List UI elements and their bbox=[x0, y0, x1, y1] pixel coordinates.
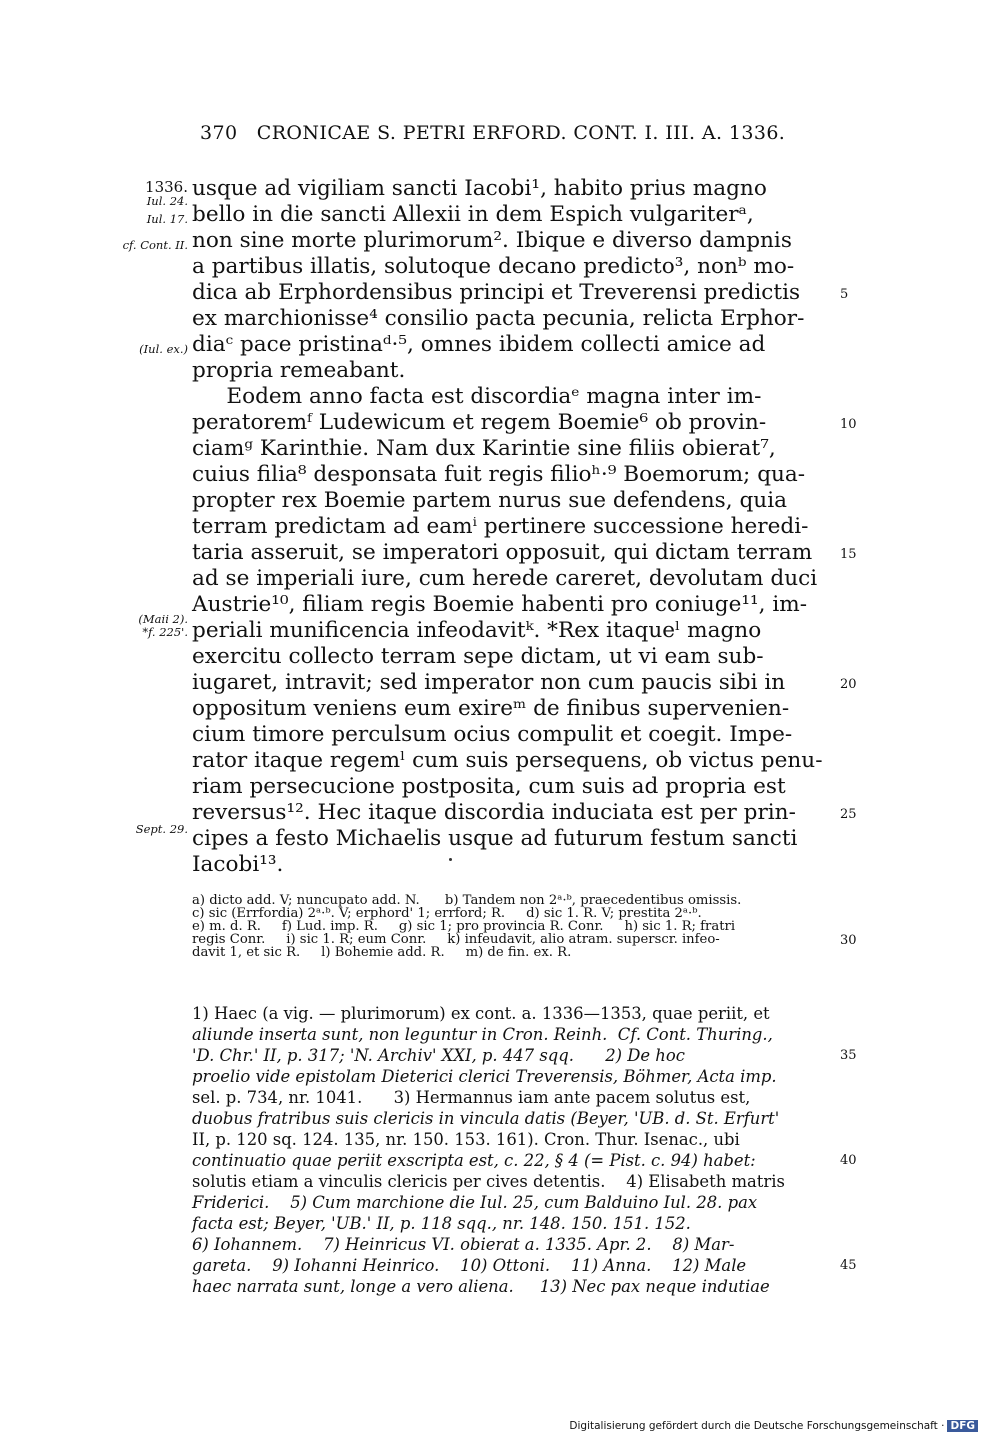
text-line: ex marchionisse⁴ consilio pacta pecunia, relicta Erphor- bbox=[192, 306, 805, 331]
digitization-credit bbox=[569, 1420, 978, 1432]
line-number: 5 bbox=[840, 287, 849, 302]
text-line: usque ad vigiliam sancti Iacobi¹, habito prius magno bbox=[192, 176, 767, 201]
apparatus-line: a) dicto add. V; nuncupato add. N. b) Tandem non 2ᵃ·ᵇ, praecedentibus omissis. bbox=[192, 893, 742, 908]
line-number: 10 bbox=[840, 417, 857, 432]
text-line: iugaret, intravit; sed imperator non cum paucis sibi in bbox=[192, 670, 786, 695]
footnote-line: haec narrata sunt, longe a vero aliena. 13) Nec pax neque indutiae bbox=[192, 1277, 770, 1296]
line-number: 25 bbox=[840, 807, 857, 822]
text-line: propter rex Boemie partem nurus sue defendens, quia bbox=[192, 488, 787, 513]
text-line: a partibus illatis, solutoque decano predicto³, nonᵇ mo- bbox=[192, 254, 795, 279]
footnote-line: 'D. Chr.' II, p. 317; 'N. Archiv' XXI, p. 447 sqq. 2) De hoc bbox=[192, 1046, 685, 1065]
text-line: Iacobi¹³. bbox=[192, 852, 284, 877]
apparatus-line: davit 1, et sic R. l) Bohemie add. R. m) de fin. ex. R. bbox=[192, 945, 572, 960]
line-number: 45 bbox=[840, 1258, 857, 1273]
margin-crossref: cf. Cont. II. bbox=[122, 238, 188, 252]
margin-folio: *f. 225'. bbox=[142, 625, 188, 639]
text-line: oppositum veniens eum exireᵐ de finibus supervenien- bbox=[192, 696, 790, 721]
ink-dot bbox=[449, 858, 452, 861]
text-line: periali munificencia infeodavitᵏ. *Rex itaqueˡ magno bbox=[192, 618, 762, 643]
text-line: riam persecucione postposita, cum suis ad propria est bbox=[192, 774, 786, 799]
margin-date: Iul. 17. bbox=[146, 212, 188, 226]
margin-date: Iul. 24. bbox=[146, 194, 188, 208]
text-line: cuius filia⁸ desponsata fuit regis filioʰ·⁹ Boemorum; qua- bbox=[192, 462, 806, 487]
text-line: cipes a festo Michaelis usque ad futurum festum sancti bbox=[192, 826, 798, 851]
text-line: ad se imperiali iure, cum herede careret, devolutam duci bbox=[192, 566, 818, 591]
text-line: terram predictam ad eamⁱ pertinere successione heredi- bbox=[192, 514, 809, 539]
text-line: rator itaque regemˡ cum suis persequens, ob victus penu- bbox=[192, 748, 823, 773]
text-line: peratoremᶠ Ludewicum et regem Boemie⁶ ob provin- bbox=[192, 410, 767, 435]
text-line: exercitu collecto terram sepe dictam, ut vi eam sub- bbox=[192, 644, 764, 669]
line-number: 20 bbox=[840, 677, 857, 692]
margin-date: (Maii 2). bbox=[138, 612, 188, 626]
text-line: non sine morte plurimorum². Ibique e diverso dampnis bbox=[192, 228, 792, 253]
text-line: Austrie¹⁰, filiam regis Boemie habenti pro coniuge¹¹, im- bbox=[192, 592, 808, 617]
footnote-line: facta est; Beyer, 'UB.' II, p. 118 sqq., nr. 148. 150. 151. 152. bbox=[192, 1214, 691, 1233]
margin-date: Sept. 29. bbox=[135, 822, 188, 836]
footnote-line: gareta. 9) Iohanni Heinrico. 10) Ottoni. 11) Anna. 12) Male bbox=[192, 1256, 747, 1275]
text-line: diaᶜ pace pristinaᵈ·⁵, omnes ibidem collecti amice ad bbox=[192, 332, 766, 357]
margin-date: (Iul. ex.) bbox=[139, 342, 188, 356]
text-line: Eodem anno facta est discordiaᵉ magna inter im- bbox=[192, 384, 762, 409]
text-line: ciamᵍ Karinthie. Nam dux Karintie sine filiis obierat⁷, bbox=[192, 436, 776, 461]
text-line: dica ab Erphordensibus principi et Treverensi predictis bbox=[192, 280, 801, 305]
apparatus-line: regis Conr. i) sic 1. R; eum Conr. k) infeudavit, alio atram. superscr. infeo- bbox=[192, 932, 720, 947]
footnote-line: 6) Iohannem. 7) Heinricus VI. obierat a. 1335. Apr. 2. 8) Mar- bbox=[192, 1235, 735, 1254]
text-line: bello in die sancti Allexii in dem Espich vulgariterᵃ, bbox=[192, 202, 754, 227]
credit-text: Digitalisierung gefördert durch die Deutsche Forschungsgemeinschaft · bbox=[569, 1420, 945, 1432]
footnote-line: solutis etiam a vinculis clericis per cives detentis. 4) Elisabeth matris bbox=[192, 1172, 785, 1191]
footnote-line: aliunde inserta sunt, non leguntur in Cron. Reinh. Cf. Cont. Thuring., bbox=[192, 1025, 773, 1044]
text-line: propria remeabant. bbox=[192, 358, 406, 383]
line-number: 40 bbox=[840, 1153, 857, 1168]
apparatus-line: c) sic (Errfordia) 2ᵃ·ᵇ. V; erphord' 1; errford; R. d) sic 1. R. V; prestita 2ᵃ·ᵇ. bbox=[192, 906, 702, 921]
line-number: 30 bbox=[840, 933, 857, 948]
footnote-line: continuatio quae periit exscripta est, c. 22, § 4 (= Pist. c. 94) habet: bbox=[192, 1151, 756, 1170]
footnote-line: proelio vide epistolam Dieterici clerici Treverensis, Böhmer, Acta imp. bbox=[192, 1067, 777, 1086]
line-number: 35 bbox=[840, 1048, 857, 1063]
footnote-line: sel. p. 734, nr. 1041. 3) Hermannus iam ante pacem solutus est, bbox=[192, 1088, 751, 1107]
text-line: cium timore perculsum ocius compulit et coegit. Impe- bbox=[192, 722, 793, 747]
footnote-line: Friderici. 5) Cum marchione die Iul. 25, cum Balduino Iul. 28. pax bbox=[192, 1193, 758, 1212]
text-line: reversus¹². Hec itaque discordia induciata est per prin- bbox=[192, 800, 796, 825]
line-number: 15 bbox=[840, 547, 857, 562]
footnote-line: duobus fratribus suis clericis in vincula datis (Beyer, 'UB. d. St. Erfurt' bbox=[192, 1109, 780, 1128]
running-header: 370 CRONICAE S. PETRI ERFORD. CONT. I. III. A. 1336. bbox=[200, 122, 786, 144]
text-line: taria asseruit, se imperatori opposuit, qui dictam terram bbox=[192, 540, 813, 565]
dfg-logo: DFG bbox=[947, 1420, 978, 1432]
apparatus-line: e) m. d. R. f) Lud. imp. R. g) sic 1; pro provincia R. Conr. h) sic 1. R; fratri bbox=[192, 919, 736, 934]
margin-year: 1336. bbox=[145, 178, 188, 196]
footnote-line: II, p. 120 sq. 124. 135, nr. 150. 153. 161). Cron. Thur. Isenac., ubi bbox=[192, 1130, 740, 1149]
footnote-line: 1) Haec (a vig. — plurimorum) ex cont. a. 1336—1353, quae periit, et bbox=[192, 1004, 770, 1023]
